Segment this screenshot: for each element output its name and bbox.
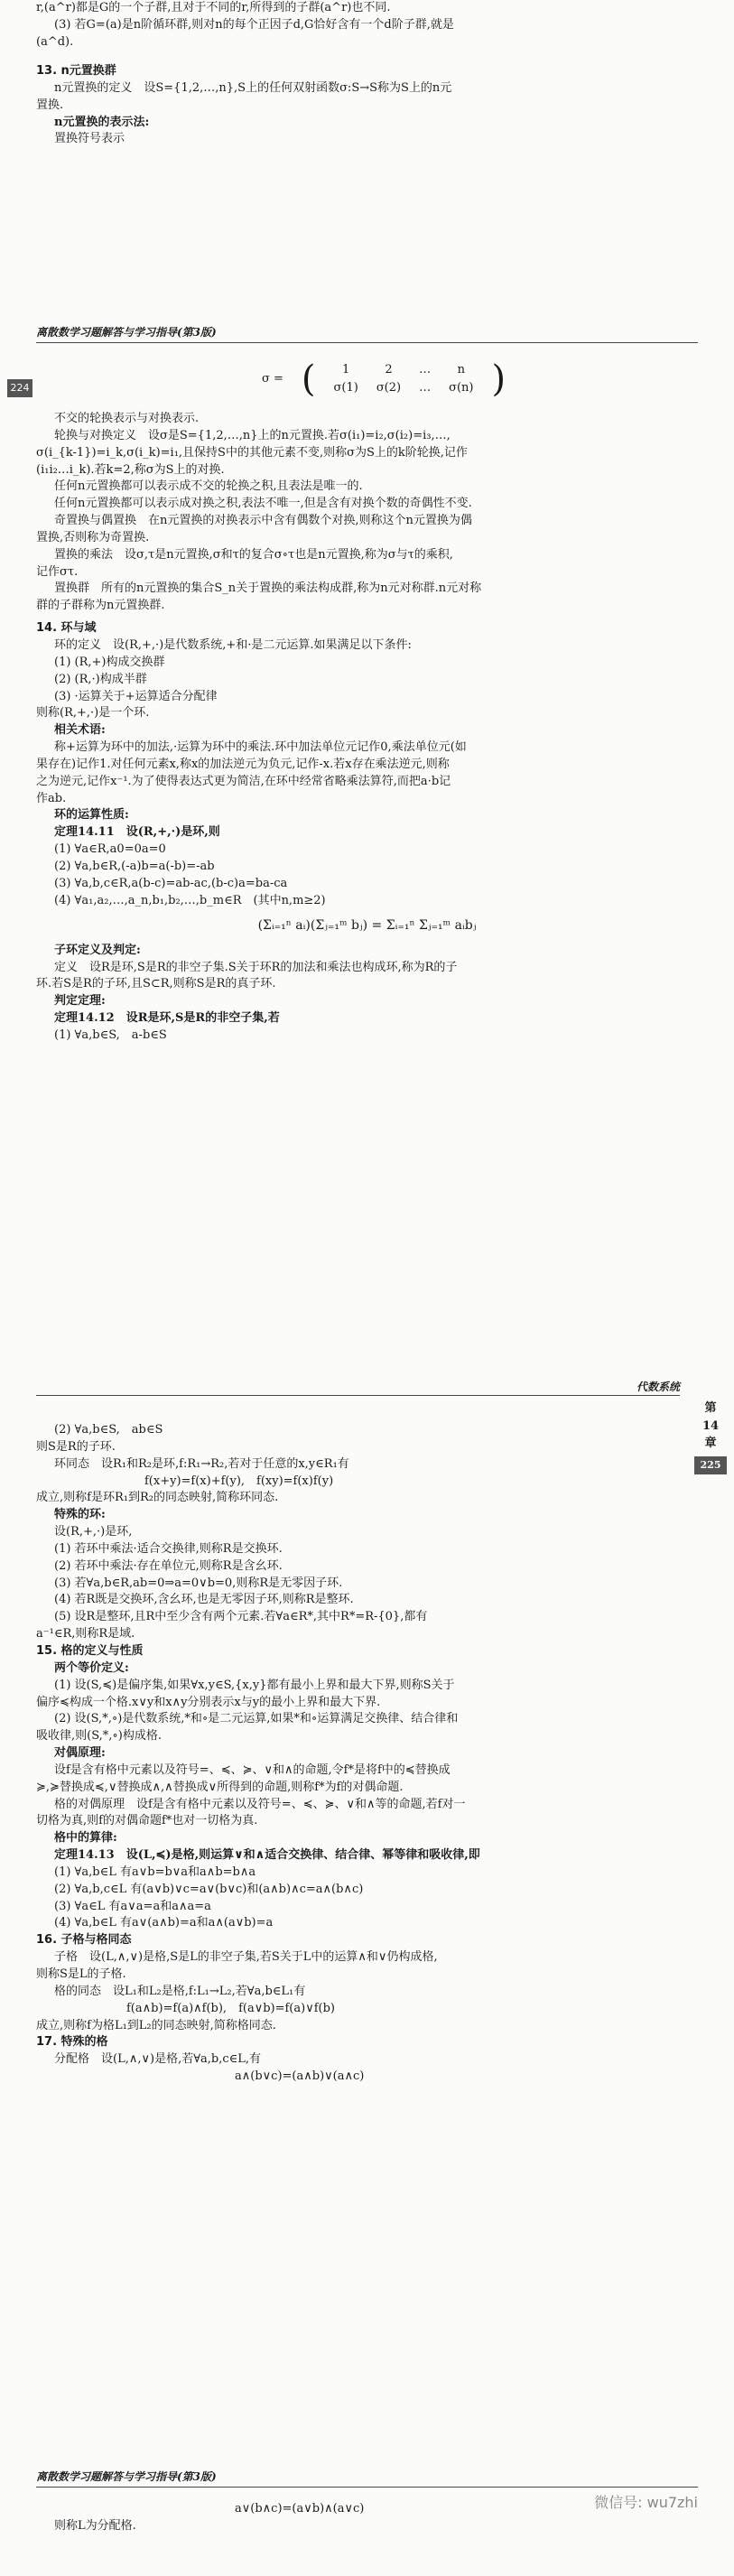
matrix-cell: σ(2) [376,380,402,395]
list-item: (2) (R,·)构成半群 [54,672,147,686]
subheading: 两个等价定义: [54,1660,129,1675]
matrix-cell: 2 [385,362,393,377]
text-line: 任何n元置换都可以表示成不交的轮换之积,且表法是唯一的. [54,479,363,494]
list-item: (3) ·运算关于+运算适合分配律 [54,689,218,703]
header-rule [36,1395,680,1396]
text-line: 设(R,+,·)是环, [54,1525,133,1539]
list-item: (1) ∀a,b∈S, a-b∈S [54,1028,167,1042]
subheading: 判定定理: [54,994,106,1009]
section-13 [36,63,698,148]
page-number: 225 [694,1456,727,1474]
chapter-tab-char: 章 [704,1437,717,1450]
list-item: (1) 设(S,≼)是偏序集,如果∀x,y∈S,{x,y}都有最小上界和最大下界,则称S关于 [54,1678,455,1692]
matrix-cell: 1 [342,362,350,377]
text-line: 则称L为分配格. [54,2518,136,2533]
subheading: 环的运算性质: [54,808,129,823]
subheading: 对偶原理: [54,1746,106,1761]
matrix-cell: n [457,362,465,377]
subheading: n元置换的表示法: [54,115,150,129]
list-item: (2) ∀a,b∈R,(-a)b=a(-b)=-ab [54,859,215,873]
subheading: 格中的算律: [54,1831,117,1846]
text-line: 置换群 所有的n元置换的集合S_n关于置换的乘法构成群,称为n元对称群.n元对称 [54,581,482,596]
text-line: 之为逆元,记作x⁻¹.为了使得表达式更为简洁,在环中经常省略乘法算符,而把a·b记 [36,774,451,788]
watermark: 微信号: wu7zhi [594,2494,698,2511]
theorem: 定理14.13 设(L,≼)是格,则运算∨和∧适合交换律、结合律、幂等律和吸收律,即 [54,1848,480,1863]
text-line: 格的同态 设L₁和L₂是格,f:L₁→L₂,若∀a,b∈L₁有 [54,1984,306,1998]
list-item: (2) ∀a,b,c∈L 有(a∨b)∨c=a∨(b∨c)和(a∧b)∧c=a∧(b∧c) [54,1882,364,1896]
text-line: 称+运算为环中的加法,·运算为环中的乘法.环中加法单位元记作0,乘法单位元(如 [54,740,467,755]
text-line: 成立,则称f为格L₁到L₂的同态映射,简称格同态. [36,2018,276,2032]
list-item: (4) 若R既是交换环,含幺环,也是无零因子环,则称R是整环. [54,1593,354,1607]
text-line: (i₁i₂…i_k).若k=2,称σ为S上的对换. [36,462,225,477]
page-225-body [36,1422,680,2086]
text-line: 轮换与对换定义 设σ是S={1,2,…,n}上的n元置换.若σ(i₁)=i₂,σ(i₂)=i₃,…, [54,428,451,442]
text-line: 成立,则称f是环R₁到R₂的同态映射,简称环同态. [36,1491,279,1505]
list-item: (2) 若环中乘法·存在单位元,则称R是含幺环. [54,1558,283,1573]
text-line: 格的对偶原理 设f是含有格中元素以及符号=、≼、≽、∨和∧等的命题,若f对一 [54,1797,466,1811]
running-header: 离散数学习题解答与学习指导(第3版) [36,325,698,343]
text-line: 分配格 设(L,∧,∨)是格,若∀a,b,c∈L,有 [54,2052,262,2067]
section-title: 15. 格的定义与性质 [36,1643,144,1658]
right-paren: ) [491,358,506,400]
left-paren: ( [301,358,316,400]
text-line: ≽,≽替换成≼,∨替换成∧,∧替换成∨所得到的命题,则称f*为f的对偶命题. [36,1780,404,1794]
subheading: 相关术语: [54,723,106,738]
list-item: (1) 若环中乘法·适合交换律,则称R是交换环. [54,1541,283,1556]
formula: f(x+y)=f(x)+f(y), f(xy)=f(x)f(y) [144,1474,334,1488]
text-line: (a^d). [36,34,74,49]
running-header-right: 代数系统 [636,1381,680,1393]
text-line: 切格为真,则f的对偶命题f*也对一切格为真. [36,1814,258,1828]
text-line: n元置换的定义 设S={1,2,…,n},S上的任何双射函数σ:S→S称为S上的n元 [54,80,452,95]
matrix-cell: σ(1) [333,380,358,395]
subheading: 特殊的环: [54,1508,106,1522]
list-item: (1) ∀a,b∈L 有a∨b=b∨a和a∧b=b∧a [54,1865,256,1879]
formula: f(a∧b)=f(a)∧f(b), f(a∨b)=f(a)∨f(b) [126,2001,335,2015]
matrix-cell: … [419,380,432,395]
list-item: (5) 设R是整环,且R中至少含有两个元素.若∀a∈R*,其中R*=R-{0},都有 [54,1610,428,1624]
list-item: (2) ∀a,b∈S, ab∈S [54,1423,163,1437]
theorem: 定理14.12 设R是环,S是R的非空子集,若 [54,1011,280,1026]
text-line: 则称S是L的子格. [36,1967,126,1981]
theorem: 定理14.11 设(R,+,·)是环,则 [54,825,220,840]
list-item: (3) ∀a∈L 有a∨a=a和a∧a=a [54,1899,211,1913]
list-item: (1) (R,+)构成交换群 [54,655,165,669]
chapter-tab [694,1400,727,1474]
top-continuation [36,0,698,51]
text-line: (3) 若G=(a)是n阶循环群,则对n的每个正因子d,G恰好含有一个d阶子群,就是 [54,17,454,32]
text-line: 吸收律,则(S,*,∘)构成格. [36,1729,162,1744]
text-line: 定义 设R是环,S是R的非空子集.S关于环R的加法和乘法也构成环,称为R的子 [54,960,458,974]
section-title: 14. 环与域 [36,621,97,636]
formula: a∨(b∧c)=(a∨b)∧(a∨c) [235,2502,365,2516]
text-line: 则S是R的子环. [36,1439,116,1454]
list-item: (4) ∀a₁,a₂,…,a_n,b₁,b₂,…,b_m∈R (其中n,m≥2) [54,893,326,907]
text-line: 不交的轮换表示与对换表示. [54,412,200,425]
formula: a∧(b∨c)=(a∧b)∨(a∧c) [235,2069,365,2084]
sum-formula: (Σᵢ₌₁ⁿ aᵢ)(Σⱼ₌₁ᵐ bⱼ) = Σᵢ₌₁ⁿ Σⱼ₌₁ᵐ aᵢbⱼ [257,918,477,934]
text-line: 则称(R,+,·)是一个环. [36,706,150,721]
text-line: 置换符号表示 [54,132,125,146]
page-number: 224 [7,379,33,397]
text-line: σ(i_{k-1})=i_k,σ(i_k)=i₁,且保持S中的其他元素不变,则称σ为S上的k阶轮换,记作 [36,445,468,460]
text-line: 任何n元置换都可以表示成对换之积,表法不唯一,但是含有对换个数的奇偶性不变. [54,497,472,511]
matrix-lhs: σ = [262,371,283,386]
list-item: (4) ∀a,b∈L 有a∨(a∧b)=a和a∧(a∨b)=a [54,1916,274,1930]
text-line: 环的定义 设(R,+,·)是代数系统,+和·是二元运算.如果满足以下条件: [54,637,412,652]
text-line: 设f是含有格中元素以及符号=、≼、≽、∨和∧的命题,令f*是将f中的≼替换成 [54,1762,451,1777]
text-line: a⁻¹∈R,则称R是域. [36,1627,135,1641]
text-line: 置换,否则称为奇置换. [36,530,150,544]
list-item: (3) 若∀a,b∈R,ab=0⇒a=0∨b=0,则称R是无零因子环. [54,1576,343,1590]
text-line: 置换的乘法 设σ,τ是n元置换,σ和τ的复合σ∘τ也是n元置换,称为σ与τ的乘积, [54,547,453,562]
chapter-tab-char: 第 [704,1401,717,1415]
subheading: 子环定义及判定: [54,943,141,957]
permutation-matrix [253,358,515,400]
list-item: (2) 设(S,*,∘)是代数系统,*和∘是二元运算,如果*和∘运算满足交换律、结合律和 [54,1712,459,1726]
section-title: 17. 特殊的格 [36,2035,108,2050]
section-title: 13. n元置换群 [36,64,116,78]
list-item: (3) ∀a,b,c∈R,a(b-c)=ab-ac,(b-c)a=ba-ca [54,876,288,890]
list-item: (1) ∀a∈R,a0=0a=0 [54,842,166,857]
text-line: 记作στ. [36,564,79,579]
text-line: 奇置换与偶置换 在n元置换的对换表示中含有偶数个对换,则称这个n元置换为偶 [54,514,472,528]
text-line: 果存在)记作1.对任何元素x,称x的加法逆元为负元,记作-x.若x存在乘法逆元,则称 [36,757,450,771]
text-line: 子格 设(L,∧,∨)是格,S是L的非空子集,若S关于L中的运算∧和∨仍构成格, [54,1950,438,1965]
text-line: 作ab. [36,791,67,805]
section-title: 16. 子格与格同态 [36,1933,132,1948]
text-line: r,(a^r)都是G的一个子群,且对于不同的r,所得到的子群(a^r)也不同. [36,1,391,14]
text-line: 置换. [36,98,64,112]
chapter-tab-num: 14 [701,1418,720,1433]
matrix-cell: σ(n) [449,380,474,395]
text-line: 偏序≼构成一个格.x∨y和x∧y分别表示x与y的最小上界和最大下界. [36,1695,381,1709]
text-line: 环同态 设R₁和R₂是环,f:R₁→R₂,若对于任意的x,y∈R₁有 [54,1456,349,1471]
text-line: 环.若S是R的子环,且S⊂R,则称S是R的真子环. [36,977,276,991]
page-224-body [36,411,698,1045]
matrix-cell: … [419,362,432,377]
text-line: 群的子群称为n元置换群. [36,599,165,613]
running-header: 离散数学习题解答与学习指导(第3版) [36,2469,698,2488]
